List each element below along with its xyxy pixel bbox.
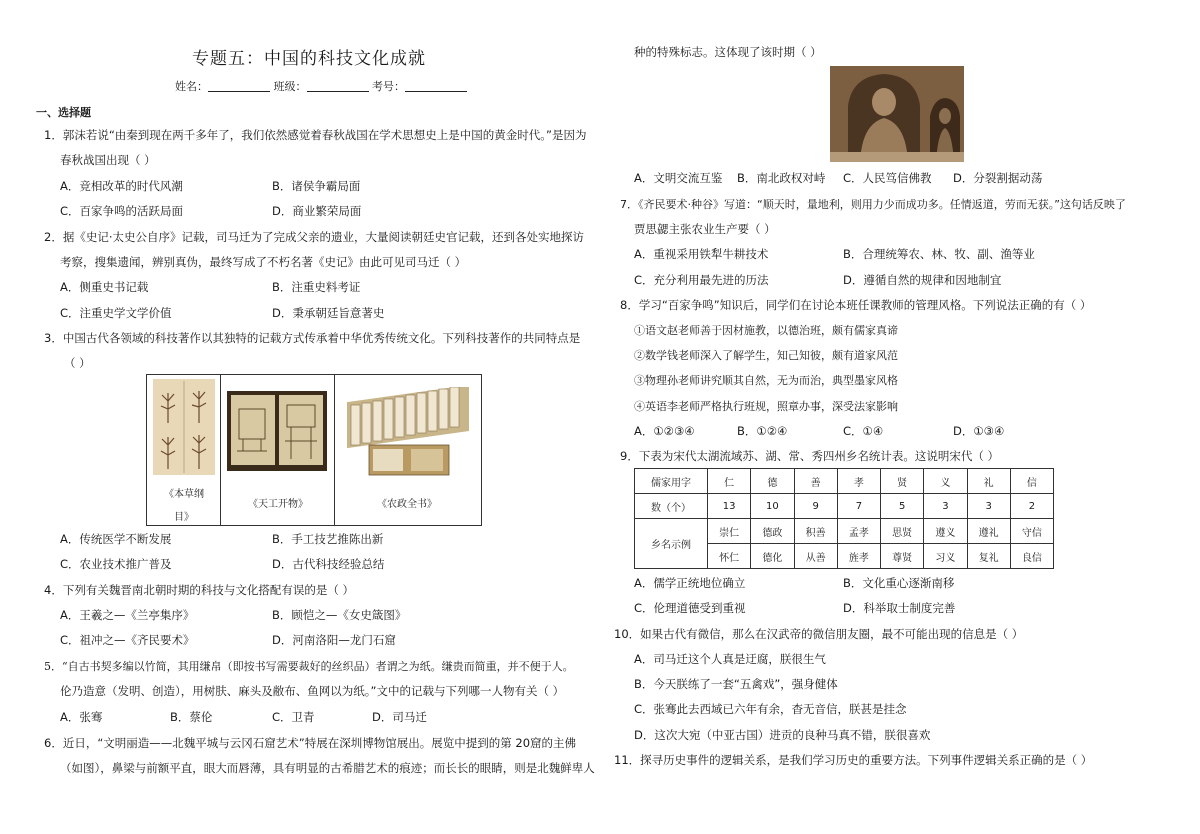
table-cell: 9 <box>794 494 837 519</box>
q1-option-a[interactable]: A．竞相改革的时代风潮 <box>60 179 183 193</box>
section-heading: 一、选择题 <box>36 106 91 119</box>
q3-option-c[interactable]: C．农业技术推广普及 <box>60 557 172 571</box>
q7-option-a[interactable]: A．重视采用铁犁牛耕技术 <box>634 247 769 261</box>
q9-option-d[interactable]: D．科举取士制度完善 <box>843 601 956 615</box>
q2-option-a[interactable]: A．侧重史书记载 <box>60 280 149 294</box>
table-cell: 义 <box>924 469 967 494</box>
table-cell: 儒家用字 <box>635 469 708 494</box>
table-cell: 旌孝 <box>837 544 880 569</box>
table-cell: 崇仁 <box>708 519 751 544</box>
table-cell: 7 <box>837 494 880 519</box>
q9-option-a[interactable]: A．儒学正统地位确立 <box>634 576 746 590</box>
q9-option-c[interactable]: C．伦理道德受到重视 <box>634 601 746 615</box>
q4-option-a[interactable]: A．王羲之—《兰亭集序》 <box>60 608 195 622</box>
class-blank[interactable] <box>307 79 369 92</box>
q7-option-c[interactable]: C．充分利用最先进的历法 <box>634 273 769 287</box>
table-cell: 积善 <box>794 519 837 544</box>
table-cell: 2 <box>1010 494 1053 519</box>
table-cell: 遵礼 <box>967 519 1010 544</box>
table-cell: 尊贤 <box>881 544 924 569</box>
table-cell: 3 <box>967 494 1010 519</box>
table-cell: 13 <box>708 494 751 519</box>
q8-statement-4: ④英语李老师严格执行班规，照章办事，深受法家影响 <box>634 400 898 413</box>
q5-option-b[interactable]: B．蔡伦 <box>170 710 213 724</box>
q8-statement-3: ③物理孙老师讲究顺其自然，无为而治，典型墨家风格 <box>634 374 898 387</box>
q10-option-b[interactable]: B．今天朕练了一套“五禽戏”，强身健体 <box>634 677 838 691</box>
q9-option-b[interactable]: B．文化重心逐渐南移 <box>843 576 955 590</box>
q1-stem-line1: 1．郭沫若说“由秦到现在两千多年了，我们依然感觉着春秋战国在学术思想史上是中国的黄金时代。”是因为 <box>44 128 587 142</box>
q8-option-a[interactable]: A．①②③④ <box>634 424 695 438</box>
q6-option-b[interactable]: B．南北政权对峙 <box>737 171 826 185</box>
q3-option-b[interactable]: B．手工技艺推陈出新 <box>272 532 384 546</box>
q3-caption-tiangong: 《天工开物》 <box>248 499 308 510</box>
number-blank[interactable] <box>405 79 467 92</box>
q6-option-c[interactable]: C．人民笃信佛教 <box>843 171 932 185</box>
q4-option-b[interactable]: B．顾恺之—《女史箴图》 <box>272 608 407 622</box>
q8-statement-1: ①语文赵老师善于因材施教，以德治班，颇有儒家真谛 <box>634 324 898 337</box>
table-cell: 孝 <box>837 469 880 494</box>
q4-option-d[interactable]: D．河南洛阳—龙门石窟 <box>272 633 396 647</box>
q5-stem-line1: 5．“自古书契多编以竹简，其用缣帛（即按书写需要裁好的丝织品）者谓之为纸。缣贵而简重，并不便于人。 <box>44 660 574 673</box>
table-cell: 德政 <box>751 519 794 544</box>
table-row <box>635 494 1054 519</box>
q3-stem-line2: （ ） <box>64 356 91 370</box>
table-cell: 5 <box>881 494 924 519</box>
q7-stem-line2: 贾思勰主张农业生产要（ ） <box>634 222 776 236</box>
table-row <box>635 469 1054 494</box>
table-cell: 思贤 <box>881 519 924 544</box>
table-cell: 礼 <box>967 469 1010 494</box>
number-label: 考号： <box>372 80 405 93</box>
q2-option-d[interactable]: D．秉承朝廷旨意著史 <box>272 306 385 320</box>
q3-caption-bencao-1: 《本草纲 <box>164 489 204 500</box>
q8-option-d[interactable]: D．①③④ <box>953 424 1005 438</box>
table-cell: 德 <box>751 469 794 494</box>
q10-stem: 10．如果古代有微信，那么在汉武帝的微信朋友圈，最不可能出现的信息是（ ） <box>614 627 1024 641</box>
class-label: 班级： <box>273 80 307 93</box>
q11-stem: 11．探寻历史事件的逻辑关系，是我们学习历史的重要方法。下列事件逻辑关系正确的是（ ） <box>614 753 1093 767</box>
table-cell: 德化 <box>751 544 794 569</box>
student-info-line <box>175 78 467 94</box>
q9-stem: 9．下表为宋代太湖流域苏、湖、常、秀四州乡名统计表。这说明宋代（ ） <box>620 449 999 463</box>
table-cell: 习义 <box>924 544 967 569</box>
q8-stem: 8．学习“百家争鸣”知识后，同学们在讨论本班任课教师的管理风格。下列说法正确的有（ ） <box>620 298 1092 312</box>
q3-option-d[interactable]: D．古代科技经验总结 <box>272 557 385 571</box>
table-cell: 守信 <box>1010 519 1053 544</box>
q6-stem-line1: 6．近日，“文明丽造——北魏平城与云冈石窟艺术”特展在深圳博物馆展出。展览中提到的第 20窟的主佛 <box>44 736 577 750</box>
q3-caption-nongzheng: 《农政全书》 <box>377 499 437 510</box>
table-cell: 3 <box>924 494 967 519</box>
q1-option-b[interactable]: B．诸侯争霸局面 <box>272 179 361 193</box>
q10-option-a[interactable]: A．司马迁这个人真是迂腐，朕很生气 <box>634 652 826 666</box>
table-cell: 从善 <box>794 544 837 569</box>
table-cell: 遵义 <box>924 519 967 544</box>
name-label: 姓名： <box>175 80 208 93</box>
q4-option-c[interactable]: C．祖冲之—《齐民要术》 <box>60 633 195 647</box>
q10-option-c[interactable]: C．张骞此去西域已六年有余，杳无音信，朕甚是挂念 <box>634 702 907 716</box>
q1-option-c[interactable]: C．百家争鸣的活跃局面 <box>60 204 184 218</box>
q6-stem-line3: 种的特殊标志。这体现了该时期（ ） <box>634 45 822 59</box>
table-cell: 良信 <box>1010 544 1053 569</box>
q5-option-c[interactable]: C．卫青 <box>272 710 315 724</box>
q1-stem-line2: 春秋战国出现（ ） <box>60 153 156 167</box>
name-blank[interactable] <box>208 79 270 92</box>
q5-option-d[interactable]: D．司马迁 <box>372 710 427 724</box>
table-cell: 乡名示例 <box>635 519 708 569</box>
q2-option-b[interactable]: B．注重史料考证 <box>272 280 361 294</box>
table-cell: 孟孝 <box>837 519 880 544</box>
q3-option-a[interactable]: A．传统医学不断发展 <box>60 532 172 546</box>
yungang-buddha-photo <box>830 66 964 162</box>
q7-option-b[interactable]: B．合理统筹农、林、牧、副、渔等业 <box>843 247 1035 261</box>
tiangong-book-illustration <box>227 391 327 471</box>
table-row <box>635 519 1054 544</box>
q6-option-d[interactable]: D．分裂割据动荡 <box>953 171 1043 185</box>
q8-option-c[interactable]: C．①④ <box>843 424 884 438</box>
q5-option-a[interactable]: A．张骞 <box>60 710 103 724</box>
table-cell: 怀仁 <box>708 544 751 569</box>
q2-stem-line1: 2．据《史记·太史公自序》记载，司马迁为了完成父亲的遗业，大量阅读朝廷史官记载，还到各处实地探访 <box>44 230 584 244</box>
table-cell: 数（个） <box>635 494 708 519</box>
q4-stem: 4．下列有关魏晋南北朝时期的科技与文化搭配有误的是（ ） <box>44 583 354 597</box>
bencao-herb-illustration <box>153 379 215 475</box>
q9-table <box>634 468 1054 569</box>
table-cell: 复礼 <box>967 544 1010 569</box>
nongzheng-books-illustration <box>341 387 475 479</box>
table-cell: 信 <box>1010 469 1053 494</box>
q2-stem-line2: 考察，搜集遗闻，辨别真伪，最终写成了不朽名著《史记》由此可见司马迁（ ） <box>60 255 467 269</box>
page-title: 专题五：中国的科技文化成就 <box>192 49 426 69</box>
q8-option-b[interactable]: B．①②④ <box>737 424 788 438</box>
q1-option-d[interactable]: D．商业繁荣局面 <box>272 204 362 218</box>
table-cell: 贤 <box>881 469 924 494</box>
q3-book-images <box>146 374 482 526</box>
q2-option-c[interactable]: C．注重史学文学价值 <box>60 306 172 320</box>
q3-caption-bencao-2: 目》 <box>174 512 194 523</box>
q5-stem-line2: 伦乃造意（发明、创造），用树肤、麻头及敝布、鱼网以为纸。”文中的记载与下列哪一人物有关（ ） <box>60 684 565 698</box>
q6-stem-line2: （如图），鼻梁与前额平直，眼大而唇薄，具有明显的古希腊艺术的痕迹；而长长的眼睛，则是北魏鲜卑人 <box>60 761 595 775</box>
table-cell: 10 <box>751 494 794 519</box>
q8-statement-2: ②数学钱老师深入了解学生，知己知彼，颇有道家风范 <box>634 349 898 362</box>
q10-option-d[interactable]: D．这次大宛（中亚古国）进贡的良种马真不错，朕很喜欢 <box>634 728 931 742</box>
q3-stem-line1: 3．中国古代各领域的科技著作以其独特的记载方式传承着中华优秀传统文化。下列科技著作的共同特点是 <box>44 331 581 345</box>
table-cell: 仁 <box>708 469 751 494</box>
q6-option-a[interactable]: A．文明交流互鉴 <box>634 171 723 185</box>
table-cell: 善 <box>794 469 837 494</box>
q7-option-d[interactable]: D．遵循自然的规律和因地制宜 <box>843 273 1002 287</box>
q7-stem-line1: 7．《齐民要术·种谷》写道：“顺天时，量地利，则用力少而成功多。任情返道，劳而无获。”这句话反映了 <box>620 198 1126 211</box>
